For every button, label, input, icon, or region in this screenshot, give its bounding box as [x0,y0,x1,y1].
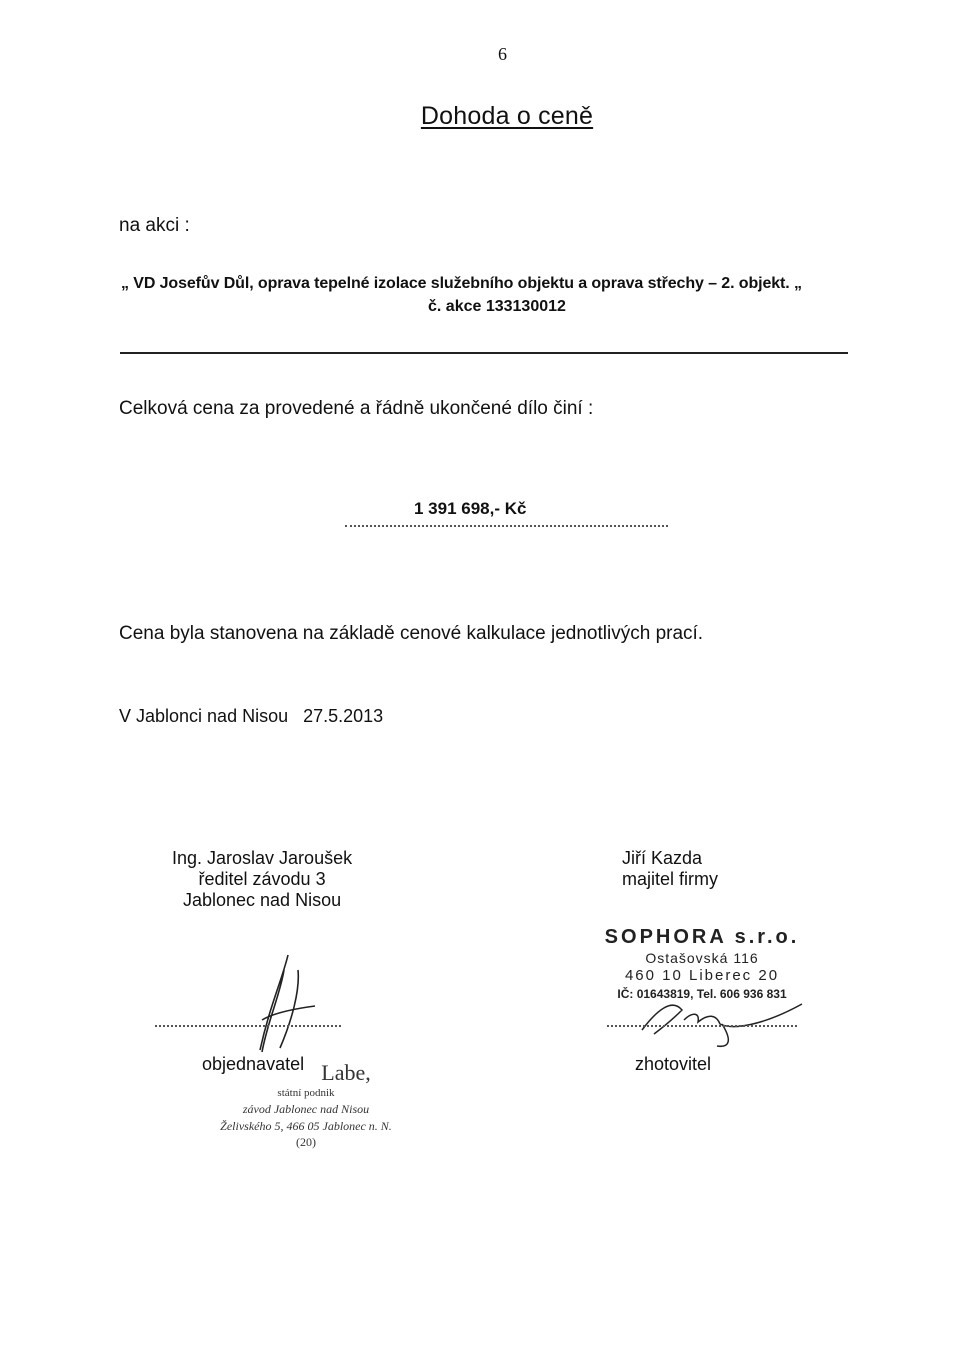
stamp-ids: IČ: 01643819, Tel. 606 936 831 [617,987,787,1001]
total-price: 1 391 698,- Kč [414,499,527,518]
contractor-name: Jiří Kazda [622,848,703,868]
stamp-org-type: státní podnik [277,1087,335,1099]
project-number: č. akce 133130012 [428,298,566,315]
price-dotted-line [345,525,668,527]
stamp-company-name: SOPHORA s.r.o. [604,926,800,948]
stamp-unit: závod Jablonec nad Nisou [242,1102,370,1116]
client-position: ředitel závodu 3 [198,869,326,889]
client-role: objednavatel [202,1054,305,1074]
page-number: 6 [498,44,507,64]
stamp-street: Ostašovská 116 [645,950,759,966]
project-name: „ VD Josefův Důl, oprava tepelné izolace služebního objektu a oprava střechy – 2. objekt. „ [121,275,802,292]
client-location: Jablonec nad Nisou [182,890,342,910]
place-and-date: V Jablonci nad Nisou 27.5.2013 [119,706,384,726]
contractor-position: majitel firmy [622,869,719,889]
document-title: Dohoda o ceně [420,102,594,130]
client-stamp [196,1060,416,1150]
client-signature-line [155,1025,341,1027]
stamp-org: Labe, [321,1060,371,1085]
stamp-code: (20) [296,1135,316,1149]
price-intro: Celková cena za provedené a řádně ukončené dílo činí : [119,398,594,419]
client-signature [240,950,330,1060]
horizontal-rule [120,352,848,354]
intro-label: na akci : [119,215,190,236]
client-signer-block [172,848,352,911]
client-name: Ing. Jaroslav Jaroušek [172,848,353,868]
contractor-signer-block [622,848,718,890]
stamp-city: 460 10 Liberec 20 [624,967,780,984]
contractor-role: zhotovitel [635,1054,712,1074]
stamp-address: Želivského 5, 466 05 Jablonec n. N. [220,1119,392,1133]
contractor-signature-line [607,1025,797,1027]
price-basis: Cena byla stanovena na základě cenové kalkulace jednotlivých prací. [119,623,704,644]
